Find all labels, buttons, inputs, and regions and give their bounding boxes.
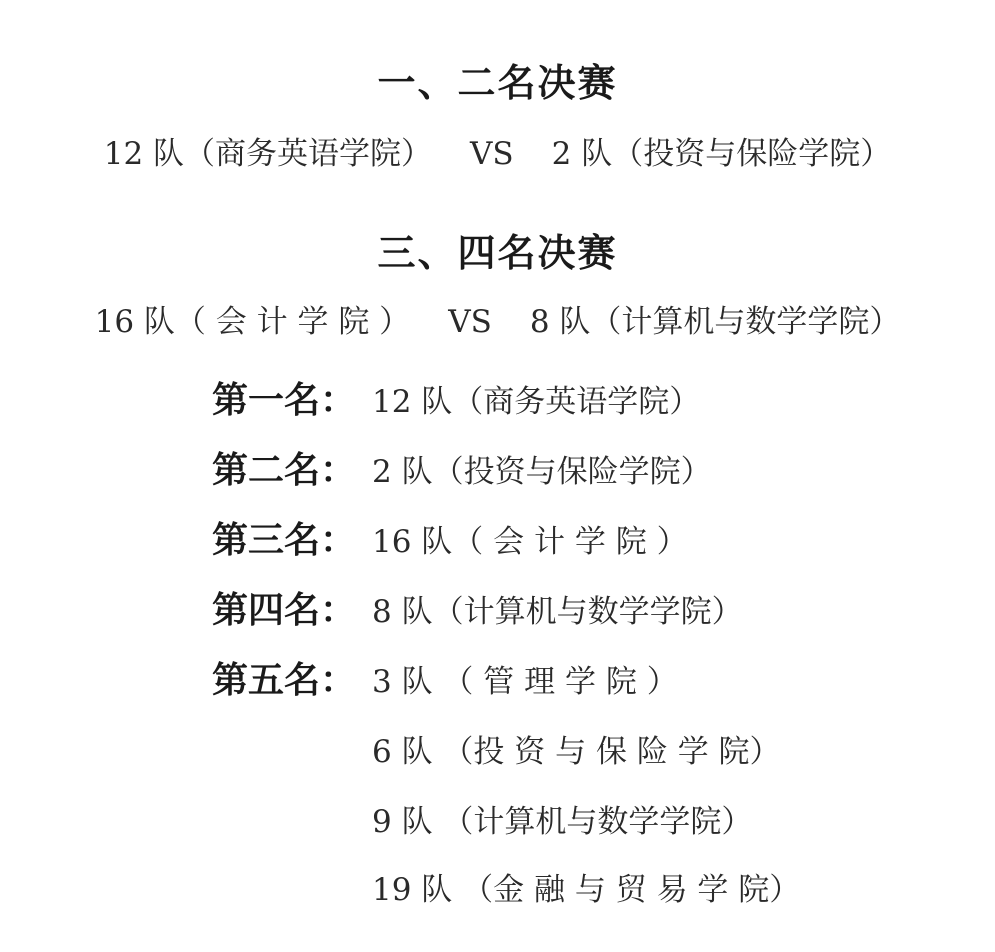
final-1-2-team-b: 2 队（投资与保险学院）: [551, 136, 892, 172]
ranking-team: 16 队（ 会 计 学 院 ）: [372, 524, 688, 560]
ranking-label: 第二名：: [212, 449, 357, 491]
final-1-2-team-a: 12 队（商务英语学院）: [103, 136, 433, 172]
final-1-2-matchup: [0, 128, 995, 173]
ranking-team: 2 队（投资与保险学院）: [372, 454, 712, 490]
final-1-2-heading: 一、二名决赛: [377, 60, 618, 105]
final-1-2-vs: VS: [470, 136, 514, 172]
final-3-4-team-a: 16 队（ 会 计 学 院 ）: [94, 304, 411, 340]
final-3-4-team-b: 8 队（计算机与数学学院）: [529, 304, 901, 340]
ranking-team: 8 队（计算机与数学学院）: [372, 594, 743, 630]
ranking-team: 6 队 （投 资 与 保 险 学 院）: [372, 734, 781, 770]
ranking-team: 12 队（商务英语学院）: [372, 384, 701, 420]
ranking-team: 9 队 （计算机与数学学院）: [372, 804, 753, 840]
ranking-label: 第四名：: [212, 589, 357, 631]
ranking-label: 第五名：: [212, 659, 357, 701]
ranking-team: 19 队 （金 融 与 贸 易 学 院）: [372, 872, 801, 908]
ranking-label: 第三名：: [212, 519, 357, 561]
ranking-team: 3 队 （ 管 理 学 院 ）: [372, 664, 678, 700]
ranking-label: 第一名：: [212, 379, 357, 421]
final-3-4-vs: VS: [448, 304, 492, 340]
final-3-4-matchup: [0, 296, 995, 341]
final-3-4-heading: 三、四名决赛: [377, 230, 618, 275]
